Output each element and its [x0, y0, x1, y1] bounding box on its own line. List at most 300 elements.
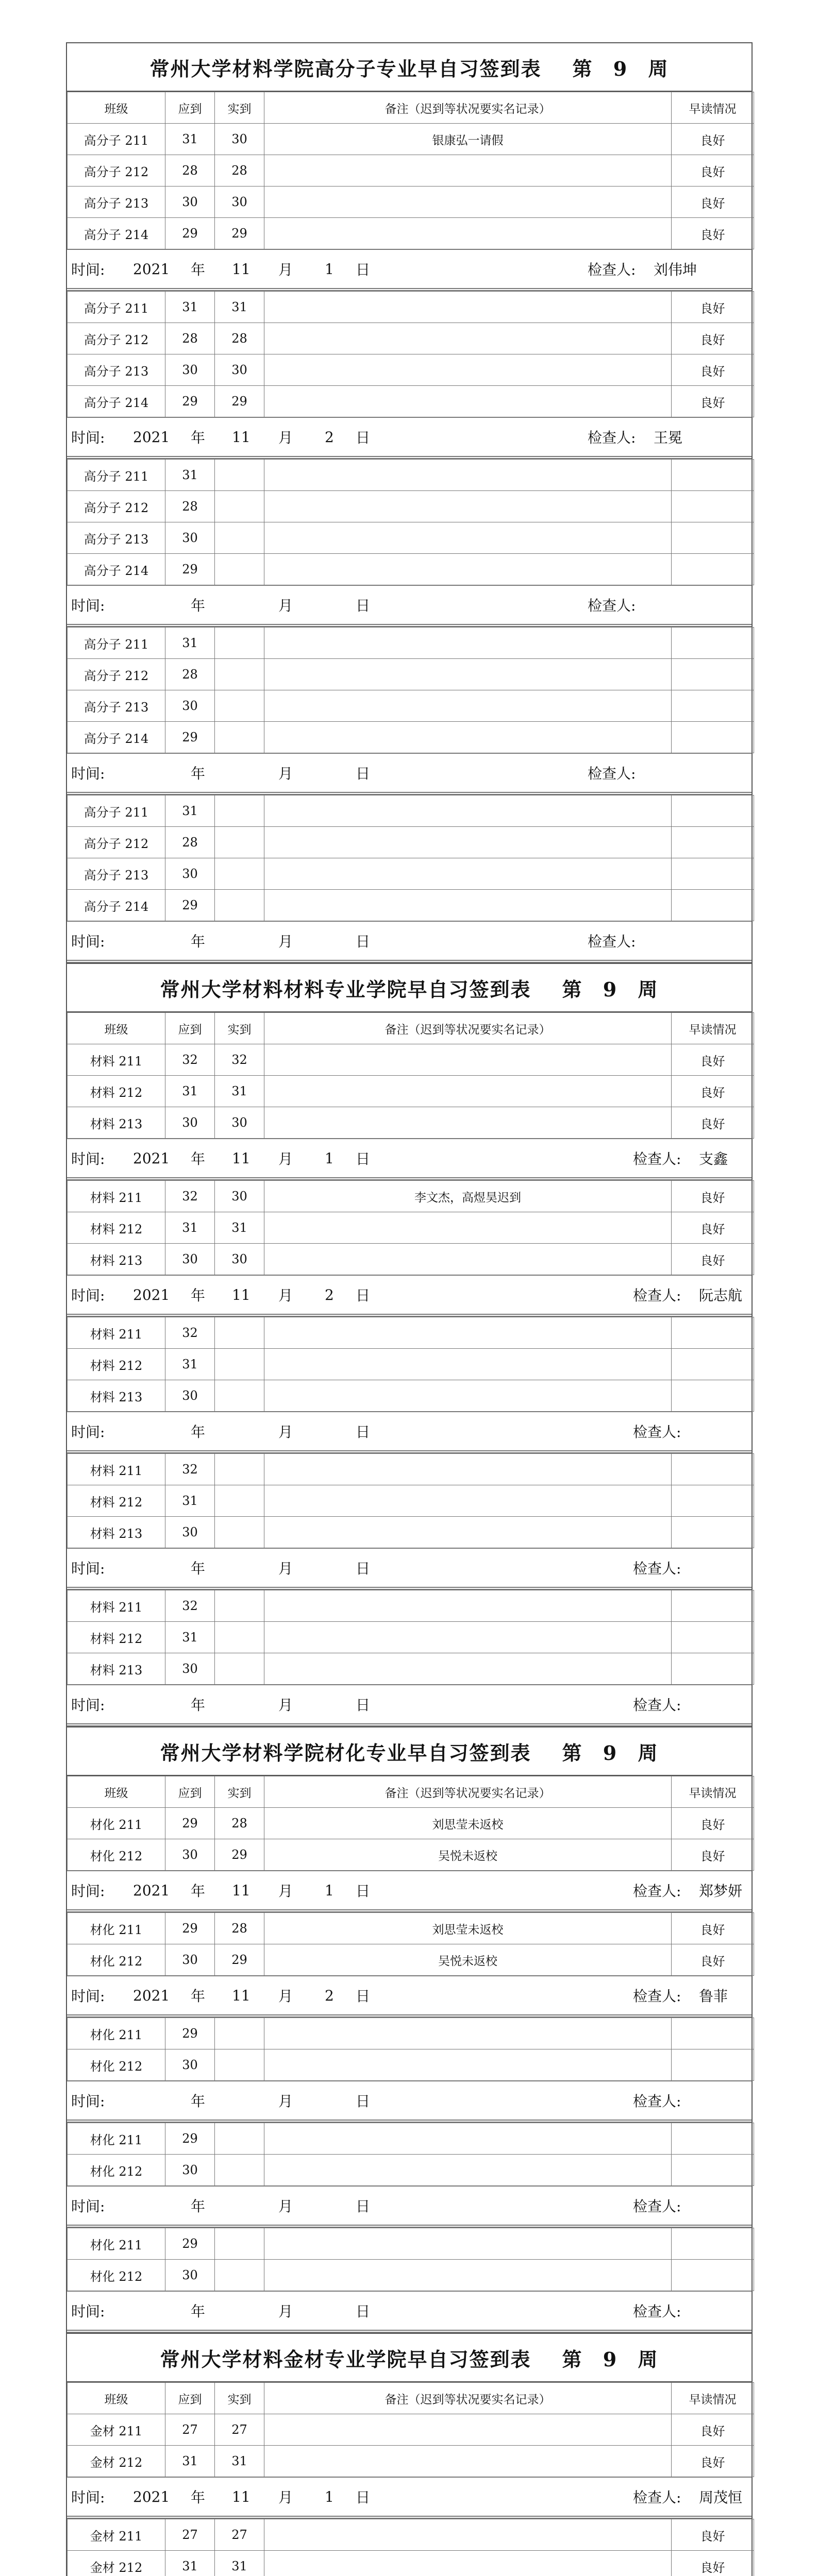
- remark-cell[interactable]: [264, 2049, 672, 2081]
- attendance-table: [67, 92, 754, 249]
- expected-cell: 29: [165, 218, 215, 249]
- remark-cell[interactable]: [264, 1653, 672, 1685]
- sign-in-section: [67, 963, 752, 1726]
- actual-cell[interactable]: [215, 1485, 264, 1517]
- class-cell: 高分子 211: [68, 628, 165, 659]
- reading-status-cell[interactable]: [672, 522, 754, 554]
- title-text: 常州大学材料学院高分子专业早自习签到表: [149, 57, 542, 80]
- day-unit: 日: [356, 1150, 371, 1167]
- day-unit: 日: [356, 1560, 371, 1577]
- remark-cell[interactable]: 刘思莹未返校: [264, 1913, 672, 1944]
- reading-status-cell[interactable]: [672, 1622, 754, 1653]
- actual-cell[interactable]: 28: [215, 323, 264, 354]
- table-row: [68, 460, 754, 491]
- remark-cell[interactable]: [264, 187, 672, 218]
- year-unit: 年: [191, 1988, 206, 2005]
- reading-status-cell[interactable]: 良好: [672, 2446, 754, 2477]
- day-value[interactable]: 2: [325, 1987, 334, 2004]
- remark-cell[interactable]: [264, 722, 672, 753]
- inspector-label: 检查人:: [633, 2489, 681, 2506]
- remark-cell[interactable]: [264, 1517, 672, 1548]
- reading-status-cell[interactable]: [672, 1380, 754, 1412]
- actual-cell[interactable]: 27: [215, 2414, 264, 2446]
- inspector-label: 检查人:: [633, 1697, 681, 1714]
- title-text: 常州大学材料材料专业学院早自习签到表: [160, 977, 531, 1001]
- reading-status-cell[interactable]: [672, 1317, 754, 1349]
- inspector-name[interactable]: 阮志航: [699, 1287, 743, 1304]
- reading-status-cell[interactable]: [672, 2049, 754, 2081]
- table-row: [68, 386, 754, 417]
- expected-cell: 30: [165, 2155, 215, 2186]
- day-value[interactable]: 1: [325, 1882, 334, 1899]
- month-unit: 月: [278, 1287, 293, 1304]
- remark-cell[interactable]: [264, 795, 672, 827]
- expected-cell: 31: [165, 1622, 215, 1653]
- actual-cell[interactable]: 30: [215, 1244, 264, 1275]
- attendance-table: [67, 795, 754, 921]
- actual-cell[interactable]: 30: [215, 354, 264, 386]
- day-unit: 日: [356, 2303, 371, 2320]
- inspector-name[interactable]: 郑梦妍: [699, 1883, 743, 1900]
- table-row: [68, 323, 754, 354]
- remark-cell[interactable]: [264, 628, 672, 659]
- class-cell: 高分子 214: [68, 890, 165, 921]
- remark-cell[interactable]: [264, 1485, 672, 1517]
- expected-cell: 32: [165, 1590, 215, 1622]
- remark-cell[interactable]: [264, 1317, 672, 1349]
- reading-status-cell[interactable]: [672, 1590, 754, 1622]
- actual-cell[interactable]: 30: [215, 1107, 264, 1139]
- class-cell: 高分子 213: [68, 690, 165, 722]
- day-unit: 日: [356, 1697, 371, 1714]
- actual-cell[interactable]: 29: [215, 1944, 264, 1976]
- actual-cell[interactable]: 27: [215, 2519, 264, 2551]
- year-unit: 年: [191, 1560, 206, 1577]
- actual-cell[interactable]: 28: [215, 1913, 264, 1944]
- reading-status-cell[interactable]: [672, 2155, 754, 2186]
- class-cell: 材化 211: [68, 1808, 165, 1839]
- actual-cell[interactable]: [215, 1653, 264, 1685]
- actual-cell[interactable]: 30: [215, 124, 264, 155]
- class-cell: 高分子 212: [68, 323, 165, 354]
- actual-cell[interactable]: [215, 2018, 264, 2049]
- inspector-label: 检查人:: [633, 1883, 681, 1900]
- expected-cell: 29: [165, 722, 215, 753]
- actual-cell[interactable]: [215, 890, 264, 921]
- reading-status-cell[interactable]: [672, 722, 754, 753]
- header-cell: 备注（迟到等状况要实名记录）: [264, 2383, 672, 2414]
- month-value[interactable]: 11: [232, 428, 251, 446]
- actual-cell[interactable]: 28: [215, 1808, 264, 1839]
- inspector-label: 检查人:: [588, 261, 636, 278]
- remark-cell[interactable]: [264, 2155, 672, 2186]
- header-cell: 应到: [165, 92, 215, 124]
- month-unit: 月: [278, 2198, 293, 2215]
- remark-cell[interactable]: [264, 386, 672, 417]
- month-value[interactable]: 11: [232, 2488, 251, 2505]
- actual-cell[interactable]: 31: [215, 292, 264, 323]
- month-unit: 月: [278, 1988, 293, 2005]
- expected-cell: 28: [165, 323, 215, 354]
- day-value[interactable]: 1: [325, 260, 334, 278]
- reading-status-cell[interactable]: 良好: [672, 386, 754, 417]
- remark-cell[interactable]: 银康弘一请假: [264, 124, 672, 155]
- table-row: [68, 491, 754, 522]
- table-row: [68, 155, 754, 187]
- table-row: [68, 890, 754, 921]
- reading-status-cell[interactable]: 良好: [672, 323, 754, 354]
- day-unit: 日: [356, 2198, 371, 2215]
- reading-status-cell[interactable]: 良好: [672, 1044, 754, 1076]
- reading-status-cell[interactable]: 良好: [672, 1913, 754, 1944]
- actual-cell[interactable]: [215, 722, 264, 753]
- table-row: [68, 1517, 754, 1548]
- inspector-name[interactable]: 王冕: [654, 429, 683, 446]
- time-label: 时间:: [71, 765, 105, 782]
- table-row: [68, 858, 754, 890]
- actual-cell[interactable]: [215, 827, 264, 858]
- month-value[interactable]: 11: [232, 260, 251, 278]
- reading-status-cell[interactable]: [672, 1653, 754, 1685]
- remark-cell[interactable]: [264, 1244, 672, 1275]
- month-value[interactable]: 11: [232, 1987, 251, 2004]
- remark-cell[interactable]: [264, 354, 672, 386]
- year-value[interactable]: 2021: [133, 260, 170, 278]
- remark-cell[interactable]: [264, 1349, 672, 1380]
- table-row: [68, 1244, 754, 1275]
- actual-cell[interactable]: [215, 2260, 264, 2291]
- expected-cell: 30: [165, 354, 215, 386]
- remark-cell[interactable]: [264, 858, 672, 890]
- attendance-table: [67, 2228, 754, 2291]
- reading-status-cell[interactable]: 良好: [672, 1107, 754, 1139]
- actual-cell[interactable]: [215, 1349, 264, 1380]
- class-cell: 材料 211: [68, 1181, 165, 1212]
- year-value[interactable]: 2021: [133, 1149, 170, 1167]
- reading-status-cell[interactable]: 良好: [672, 1808, 754, 1839]
- expected-cell: 30: [165, 522, 215, 554]
- header-cell: 班级: [68, 1013, 165, 1044]
- reading-status-cell[interactable]: [672, 1517, 754, 1548]
- inspector-name[interactable]: 周茂恒: [699, 2489, 743, 2506]
- inspector-name[interactable]: 鲁菲: [699, 1988, 728, 2005]
- class-cell: 材料 211: [68, 1454, 165, 1485]
- reading-status-cell[interactable]: 良好: [672, 218, 754, 249]
- remark-cell[interactable]: [264, 522, 672, 554]
- year-unit: 年: [191, 597, 206, 614]
- actual-cell[interactable]: [215, 522, 264, 554]
- inspector-label: 检查人:: [633, 2093, 681, 2110]
- day-value[interactable]: 1: [325, 1149, 334, 1167]
- actual-cell[interactable]: 31: [215, 1076, 264, 1107]
- actual-cell[interactable]: [215, 659, 264, 690]
- remark-cell[interactable]: [264, 491, 672, 522]
- actual-cell[interactable]: [215, 1454, 264, 1485]
- reading-status-cell[interactable]: 良好: [672, 1839, 754, 1871]
- actual-cell[interactable]: [215, 2123, 264, 2155]
- remark-cell[interactable]: [264, 1622, 672, 1653]
- year-unit: 年: [191, 1883, 206, 1900]
- inspector-name[interactable]: 刘伟坤: [654, 261, 697, 278]
- remark-cell[interactable]: [264, 1454, 672, 1485]
- date-inspector-row: [67, 1685, 752, 1726]
- reading-status-cell[interactable]: [672, 659, 754, 690]
- header-cell: 备注（迟到等状况要实名记录）: [264, 1776, 672, 1808]
- month-unit: 月: [278, 1883, 293, 1900]
- remark-cell[interactable]: [264, 2018, 672, 2049]
- date-inspector-row: [67, 249, 752, 291]
- table-row: [68, 2018, 754, 2049]
- expected-cell: 29: [165, 554, 215, 585]
- remark-cell[interactable]: [264, 827, 672, 858]
- header-cell: 班级: [68, 2383, 165, 2414]
- attendance-table: [67, 627, 754, 753]
- class-cell: 材料 212: [68, 1622, 165, 1653]
- remark-cell[interactable]: [264, 690, 672, 722]
- class-cell: 金材 211: [68, 2414, 165, 2446]
- actual-cell[interactable]: 29: [215, 386, 264, 417]
- actual-cell[interactable]: [215, 554, 264, 585]
- reading-status-cell[interactable]: [672, 2228, 754, 2260]
- class-cell: 高分子 212: [68, 659, 165, 690]
- reading-status-cell[interactable]: 良好: [672, 1076, 754, 1107]
- reading-status-cell[interactable]: [672, 1454, 754, 1485]
- actual-cell[interactable]: [215, 1517, 264, 1548]
- actual-cell[interactable]: 31: [215, 2551, 264, 2576]
- reading-status-cell[interactable]: 良好: [672, 1244, 754, 1275]
- reading-status-cell[interactable]: [672, 890, 754, 921]
- table-row: [68, 722, 754, 753]
- actual-cell[interactable]: [215, 460, 264, 491]
- reading-status-cell[interactable]: 良好: [672, 1944, 754, 1976]
- remark-cell[interactable]: [264, 659, 672, 690]
- month-value[interactable]: 11: [232, 1149, 251, 1167]
- reading-status-cell[interactable]: [672, 795, 754, 827]
- month-unit: 月: [278, 2303, 293, 2320]
- class-cell: 材料 211: [68, 1317, 165, 1349]
- day-value[interactable]: 1: [325, 2488, 334, 2505]
- expected-cell: 32: [165, 1044, 215, 1076]
- week-label: 第 9 周: [562, 2347, 659, 2371]
- actual-cell[interactable]: [215, 1622, 264, 1653]
- actual-cell[interactable]: [215, 2049, 264, 2081]
- remark-cell[interactable]: 吴悦未返校: [264, 1944, 672, 1976]
- header-cell: 实到: [215, 1013, 264, 1044]
- class-cell: 高分子 213: [68, 187, 165, 218]
- class-cell: 材料 213: [68, 1244, 165, 1275]
- expected-cell: 30: [165, 2049, 215, 2081]
- day-unit: 日: [356, 261, 371, 278]
- reading-status-cell[interactable]: 良好: [672, 124, 754, 155]
- expected-cell: 28: [165, 659, 215, 690]
- actual-cell[interactable]: 31: [215, 1212, 264, 1244]
- remark-cell[interactable]: 吴悦未返校: [264, 1839, 672, 1871]
- reading-status-cell[interactable]: 良好: [672, 2519, 754, 2551]
- header-cell: 应到: [165, 1013, 215, 1044]
- inspector-label: 检查人:: [588, 429, 636, 446]
- actual-cell[interactable]: 30: [215, 1181, 264, 1212]
- remark-cell[interactable]: [264, 1044, 672, 1076]
- remark-cell[interactable]: [264, 554, 672, 585]
- year-value[interactable]: 2021: [133, 2488, 170, 2505]
- inspector-name[interactable]: 支鑫: [699, 1150, 728, 1167]
- class-cell: 高分子 214: [68, 386, 165, 417]
- expected-cell: 32: [165, 1317, 215, 1349]
- remark-cell[interactable]: [264, 1590, 672, 1622]
- remark-cell[interactable]: [264, 2414, 672, 2446]
- remark-cell[interactable]: [264, 2551, 672, 2576]
- class-cell: 金材 212: [68, 2551, 165, 2576]
- expected-cell: 31: [165, 795, 215, 827]
- reading-status-cell[interactable]: 良好: [672, 1181, 754, 1212]
- reading-status-cell[interactable]: 良好: [672, 187, 754, 218]
- class-cell: 材料 211: [68, 1590, 165, 1622]
- table-row: [68, 2551, 754, 2576]
- attendance-table: [67, 2018, 754, 2081]
- actual-cell[interactable]: [215, 1317, 264, 1349]
- day-value[interactable]: 2: [325, 1286, 334, 1303]
- reading-status-cell[interactable]: [672, 2260, 754, 2291]
- inspector-label: 检查人:: [633, 1988, 681, 2005]
- remark-cell[interactable]: [264, 2123, 672, 2155]
- reading-status-cell[interactable]: 良好: [672, 155, 754, 187]
- reading-status-cell[interactable]: [672, 2123, 754, 2155]
- reading-status-cell[interactable]: 良好: [672, 1212, 754, 1244]
- reading-status-cell[interactable]: [672, 690, 754, 722]
- remark-cell[interactable]: [264, 155, 672, 187]
- table-row: [68, 1181, 754, 1212]
- table-row: [68, 1839, 754, 1871]
- actual-cell[interactable]: [215, 491, 264, 522]
- year-unit: 年: [191, 1287, 206, 1304]
- reading-status-cell[interactable]: [672, 628, 754, 659]
- header-cell: 实到: [215, 1776, 264, 1808]
- inspector-label: 检查人:: [633, 1423, 681, 1440]
- month-unit: 月: [278, 1560, 293, 1577]
- reading-status-cell[interactable]: [672, 554, 754, 585]
- year-unit: 年: [191, 1697, 206, 1714]
- actual-cell[interactable]: 31: [215, 2446, 264, 2477]
- reading-status-cell[interactable]: [672, 491, 754, 522]
- year-unit: 年: [191, 429, 206, 446]
- class-cell: 高分子 212: [68, 827, 165, 858]
- month-unit: 月: [278, 429, 293, 446]
- reading-status-cell[interactable]: [672, 460, 754, 491]
- header-row: [68, 2383, 754, 2414]
- actual-cell[interactable]: [215, 690, 264, 722]
- remark-cell[interactable]: [264, 460, 672, 491]
- reading-status-cell[interactable]: [672, 2018, 754, 2049]
- month-value[interactable]: 11: [232, 1882, 251, 1899]
- reading-status-cell[interactable]: 良好: [672, 292, 754, 323]
- remark-cell[interactable]: [264, 292, 672, 323]
- expected-cell: 30: [165, 858, 215, 890]
- header-row: [68, 92, 754, 124]
- remark-cell[interactable]: [264, 1380, 672, 1412]
- class-cell: 金材 211: [68, 2519, 165, 2551]
- actual-cell[interactable]: 29: [215, 1839, 264, 1871]
- expected-cell: 31: [165, 292, 215, 323]
- actual-cell[interactable]: [215, 2228, 264, 2260]
- table-row: [68, 1317, 754, 1349]
- reading-status-cell[interactable]: [672, 1485, 754, 1517]
- month-value[interactable]: 11: [232, 1286, 251, 1303]
- attendance-table: [67, 1180, 754, 1275]
- remark-cell[interactable]: [264, 1076, 672, 1107]
- actual-cell[interactable]: [215, 858, 264, 890]
- reading-status-cell[interactable]: [672, 858, 754, 890]
- remark-cell[interactable]: [264, 2519, 672, 2551]
- year-unit: 年: [191, 1423, 206, 1440]
- section-title: [67, 2333, 752, 2382]
- year-value[interactable]: 2021: [133, 1882, 170, 1899]
- expected-cell: 29: [165, 890, 215, 921]
- month-unit: 月: [278, 1423, 293, 1440]
- table-row: [68, 187, 754, 218]
- actual-cell[interactable]: 29: [215, 218, 264, 249]
- remark-cell[interactable]: [264, 1107, 672, 1139]
- remark-cell[interactable]: [264, 1212, 672, 1244]
- month-unit: 月: [278, 933, 293, 950]
- year-value[interactable]: 2021: [133, 1987, 170, 2004]
- actual-cell[interactable]: [215, 628, 264, 659]
- year-unit: 年: [191, 261, 206, 278]
- expected-cell: 30: [165, 1653, 215, 1685]
- reading-status-cell[interactable]: [672, 827, 754, 858]
- year-value[interactable]: 2021: [133, 1286, 170, 1303]
- remark-cell[interactable]: [264, 323, 672, 354]
- expected-cell: 29: [165, 1913, 215, 1944]
- attendance-table: [67, 2382, 754, 2477]
- table-row: [68, 2519, 754, 2551]
- table-row: [68, 1913, 754, 1944]
- class-cell: 高分子 213: [68, 858, 165, 890]
- class-cell: 高分子 211: [68, 460, 165, 491]
- reading-status-cell[interactable]: 良好: [672, 2551, 754, 2576]
- actual-cell[interactable]: 28: [215, 155, 264, 187]
- remark-cell[interactable]: [264, 890, 672, 921]
- actual-cell[interactable]: [215, 2155, 264, 2186]
- remark-cell[interactable]: 李文杰，高煜昊迟到: [264, 1181, 672, 1212]
- actual-cell[interactable]: 30: [215, 187, 264, 218]
- table-row: [68, 1808, 754, 1839]
- header-cell: 实到: [215, 2383, 264, 2414]
- remark-cell[interactable]: [264, 2446, 672, 2477]
- day-unit: 日: [356, 597, 371, 614]
- date-inspector-row: [67, 1548, 752, 1590]
- expected-cell: 31: [165, 2446, 215, 2477]
- class-cell: 材料 213: [68, 1380, 165, 1412]
- reading-status-cell[interactable]: 良好: [672, 354, 754, 386]
- day-value[interactable]: 2: [325, 428, 334, 446]
- actual-cell[interactable]: [215, 1590, 264, 1622]
- reading-status-cell[interactable]: 良好: [672, 2414, 754, 2446]
- actual-cell[interactable]: [215, 1380, 264, 1412]
- inspector-label: 检查人:: [588, 933, 636, 950]
- time-label: 时间:: [71, 1883, 105, 1900]
- actual-cell[interactable]: [215, 795, 264, 827]
- table-row: [68, 1107, 754, 1139]
- remark-cell[interactable]: [264, 2260, 672, 2291]
- remark-cell[interactable]: [264, 218, 672, 249]
- remark-cell[interactable]: [264, 2228, 672, 2260]
- actual-cell[interactable]: 32: [215, 1044, 264, 1076]
- remark-cell[interactable]: 刘思莹未返校: [264, 1808, 672, 1839]
- class-cell: 高分子 211: [68, 124, 165, 155]
- reading-status-cell[interactable]: [672, 1349, 754, 1380]
- table-row: [68, 1212, 754, 1244]
- year-value[interactable]: 2021: [133, 428, 170, 446]
